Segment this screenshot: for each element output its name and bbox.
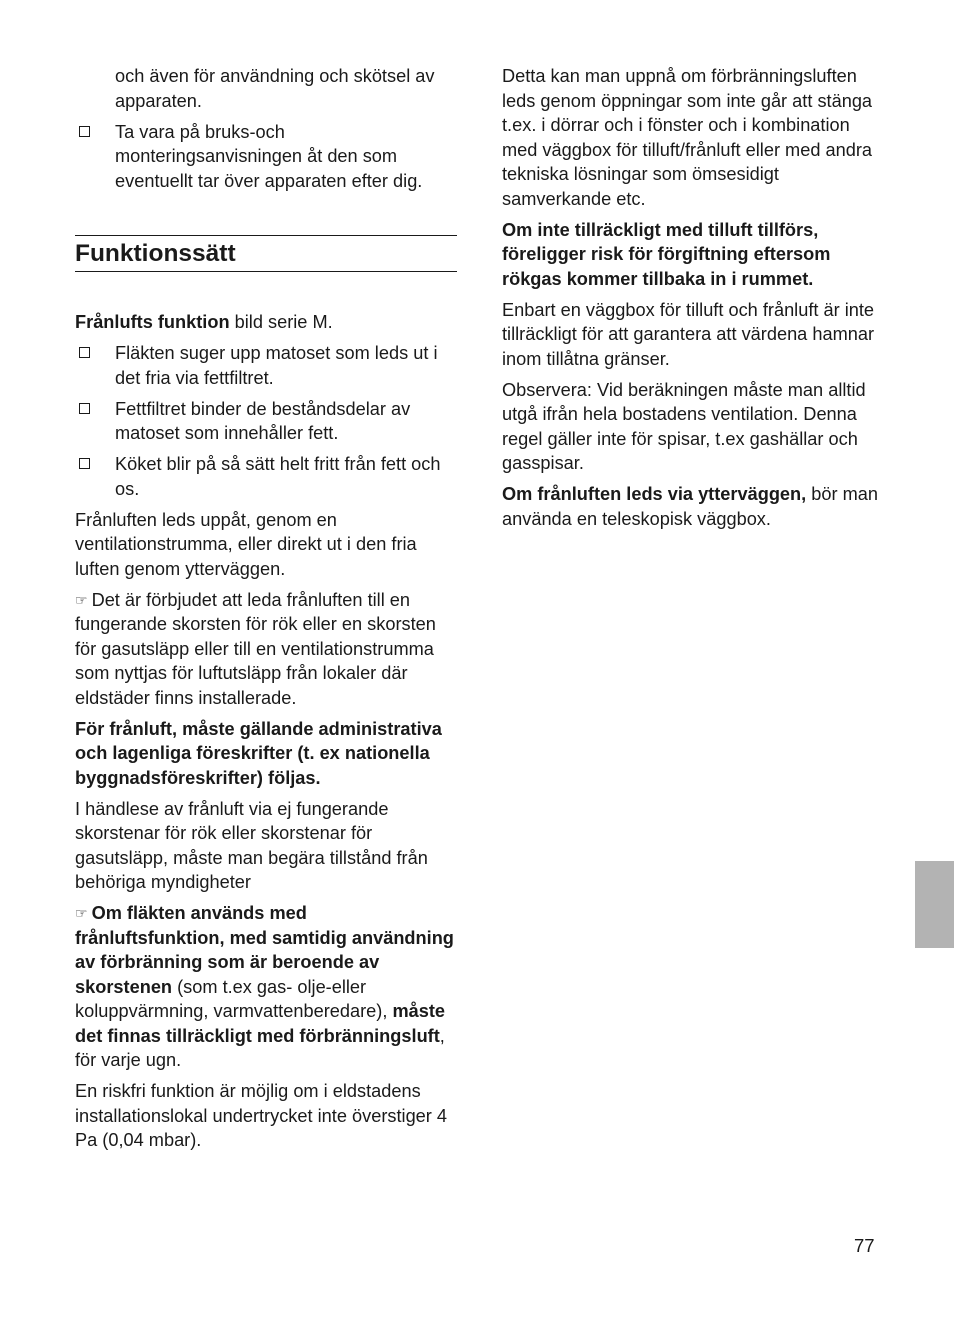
subheading-rest: bild serie M.	[229, 312, 333, 332]
wallbox-paragraph: Enbart en väggbox för tilluft och frånluft är inte tillräckligt för att garantera att värdena hamnar inom tillåtna gränser.	[502, 299, 875, 369]
bullet-text: Ta vara på bruks-och monteringsanvisningen åt den som eventuellt tar över apparaten efter dig.	[115, 121, 423, 191]
page-number: 77	[854, 1235, 875, 1256]
list-item	[75, 397, 457, 446]
list-item	[75, 341, 457, 390]
riskfree-paragraph: En riskfri funktion är möjlig om i eldstadens installationslokal undertrycket inte överstiger 4 Pa (0,04 mbar).	[75, 1081, 448, 1150]
combustion-bold-1: Om fläkten används med frånluftsfunktion, med samtidig användning av förbränning som är beroende av skorstenen	[75, 903, 454, 997]
pointing-hand-icon: ☞	[75, 905, 88, 921]
checkbox-bullet-icon	[79, 126, 90, 137]
regulations-paragraph	[75, 717, 457, 791]
combustion-bold-2: måste det finnas tillräckligt med förbränningsluft	[75, 1001, 446, 1046]
combustion-normal-2: , för varje ugn.	[75, 1025, 445, 1070]
section-heading-rule	[75, 235, 457, 272]
left-column	[75, 64, 457, 1159]
risk-paragraph	[502, 218, 887, 292]
outer-wall-rest: bör man använda en teleskopisk väggbox.	[502, 484, 878, 529]
pointing-hand-icon: ☞	[75, 591, 88, 608]
combustion-normal-1: (som t.ex gas- olje-eller koluppvärmning, varmvattenberedare),	[75, 976, 393, 1021]
combustion-note	[75, 901, 457, 1073]
forbidden-note-text: Det är förbjudet att leda frånluften till en fungerande skorsten för rök eller en skorsten för gasutsläpp eller till en ventilationstrumma som nyttjas för luftutsläpp från lokaler där eldstäder finns installerade.	[75, 589, 436, 708]
right-column	[502, 64, 887, 538]
risk-bold: Om inte tillräckligt med tilluft tillförs, föreligger risk för förgiftning eftersom rökgas kommer tillbaka in i rummet.	[502, 219, 831, 289]
exhaust-paragraph: Frånluften leds uppåt, genom en ventilationstrumma, eller direkt ut i den fria luften genom ytterväggen.	[75, 509, 417, 579]
regulations-bold: För frånluft, måste gällande administrativa och lagenliga föreskrifter (t. ex nationella byggnadsföreskrifter) följas.	[75, 718, 442, 788]
checkbox-bullet-icon	[79, 403, 90, 414]
bullet-text: Fläkten suger upp matoset som leds ut i det fria via fettfiltret.	[115, 343, 438, 388]
section-heading: Funktionssätt	[75, 240, 236, 267]
achieve-paragraph: Detta kan man uppnå om förbränningsluften leds genom öppningar som inte går att stänga t.ex. i dörrar och i fönster och i kombination med väggbox för tilluft/frånluft eller med andra tekniska lösningar som ömsesidigt samverkande etc.	[502, 66, 873, 209]
subheading	[75, 310, 457, 335]
outer-wall-paragraph	[502, 482, 887, 531]
permit-paragraph: I händlese av frånluft via ej fungerande skorstenar för rök eller skorstenar för gasutsläpp, måste man begära tillstånd från behöriga myndigheter	[75, 798, 428, 892]
outer-wall-bold: Om frånluften leds via ytterväggen,	[502, 484, 807, 504]
subheading-bold: Frånlufts funktion	[75, 312, 230, 332]
list-item	[75, 120, 457, 194]
list-item	[75, 452, 457, 501]
bullet-text: Köket blir på så sätt helt fritt från fett och os.	[115, 454, 441, 499]
observe-paragraph: Observera: Vid beräkningen måste man alltid utgå ifrån hela bostadens ventilation. Denna regel gäller inte för spisar, t.ex gashällar och gasspisar.	[502, 379, 866, 473]
checkbox-bullet-icon	[79, 347, 90, 358]
side-tab-marker	[915, 861, 954, 948]
bullet-text: Fettfiltret binder de beståndsdelar av matoset som innehåller fett.	[115, 398, 411, 443]
forbidden-note	[75, 588, 457, 711]
checkbox-bullet-icon	[79, 458, 90, 469]
intro-continuation: och även för användning och skötsel av apparaten.	[115, 66, 435, 111]
